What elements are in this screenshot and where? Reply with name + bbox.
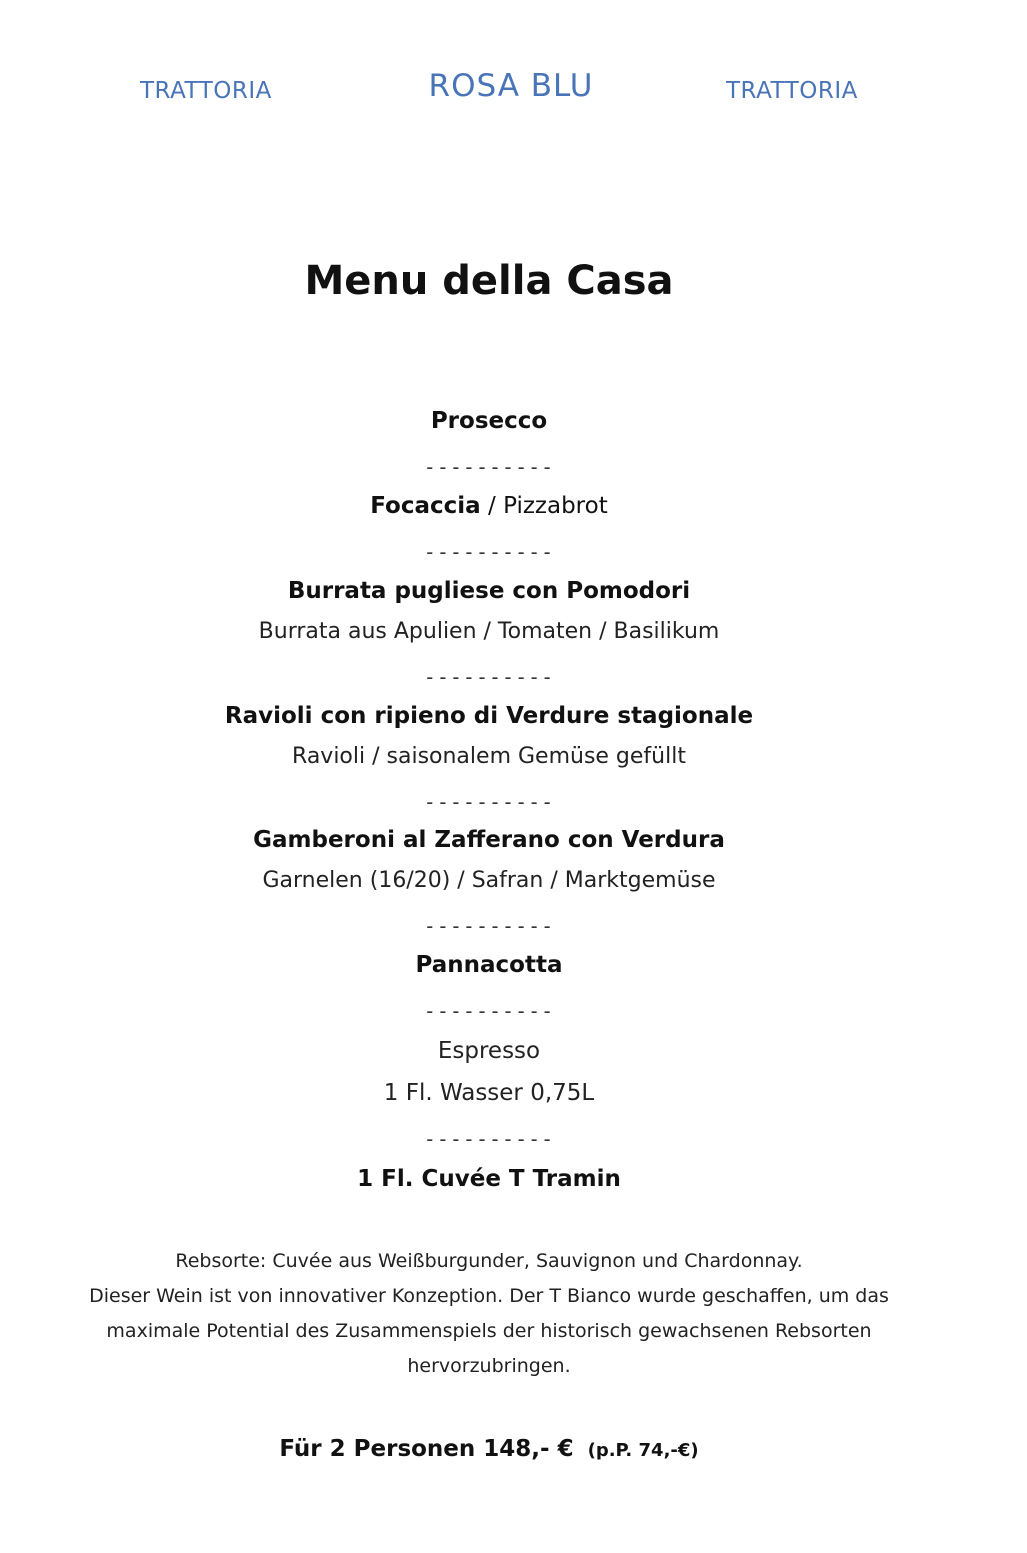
focaccia-translation: / Pizzabrot bbox=[480, 493, 608, 519]
course-gamberoni: Gamberoni al Zafferano con Verdura bbox=[253, 827, 725, 853]
course-wasser: 1 Fl. Wasser 0,75L bbox=[383, 1080, 595, 1106]
price-total: Für 2 Personen 148,- € bbox=[279, 1436, 574, 1462]
course-wine: 1 Fl. Cuvée T Tramin bbox=[357, 1166, 621, 1192]
wine-note-line: Rebsorte: Cuvée aus Weißburgunder, Sauvignon und Chardonnay. bbox=[175, 1250, 803, 1272]
wine-description bbox=[0, 1244, 978, 1384]
price-per-person: (p.P. 74,-€) bbox=[587, 1440, 699, 1461]
course-pannacotta: Pannacotta bbox=[415, 952, 563, 978]
focaccia-name: Focaccia bbox=[370, 493, 481, 519]
course-divider: ---------- bbox=[423, 1127, 555, 1151]
course-ravioli: Ravioli con ripieno di Verdure stagionale bbox=[224, 703, 754, 729]
course-divider: ---------- bbox=[423, 455, 555, 479]
header-right-trattoria: TRATTORIA bbox=[726, 78, 858, 104]
course-gamberoni-description: Garnelen (16/20) / Safran / Marktgemüse bbox=[262, 868, 716, 893]
course-divider: ---------- bbox=[423, 999, 555, 1023]
course-prosecco: Prosecco bbox=[430, 408, 548, 434]
course-divider: ---------- bbox=[423, 540, 555, 564]
wine-note-line: Dieser Wein ist von innovativer Konzeption. Der T Bianco wurde geschaffen, um das bbox=[89, 1285, 889, 1307]
wine-note-line: hervorzubringen. bbox=[407, 1355, 571, 1377]
wine-note-line: maximale Potential des Zusammenspiels der historisch gewachsenen Rebsorten bbox=[106, 1320, 872, 1342]
course-ravioli-description: Ravioli / saisonalem Gemüse gefüllt bbox=[292, 744, 686, 769]
course-divider: ---------- bbox=[423, 914, 555, 938]
restaurant-name: ROSA BLU bbox=[428, 68, 594, 104]
course-burrata-description: Burrata aus Apulien / Tomaten / Basilikum bbox=[258, 619, 720, 644]
course-burrata: Burrata pugliese con Pomodori bbox=[287, 578, 691, 604]
header-left-trattoria: TRATTORIA bbox=[140, 78, 272, 104]
course-espresso: Espresso bbox=[437, 1038, 541, 1064]
restaurant-header bbox=[0, 68, 1027, 118]
course-focaccia bbox=[0, 493, 978, 519]
course-divider: ---------- bbox=[423, 665, 555, 689]
menu-title: Menu della Casa bbox=[304, 258, 674, 304]
menu-price bbox=[0, 1436, 978, 1462]
course-divider: ---------- bbox=[423, 790, 555, 814]
